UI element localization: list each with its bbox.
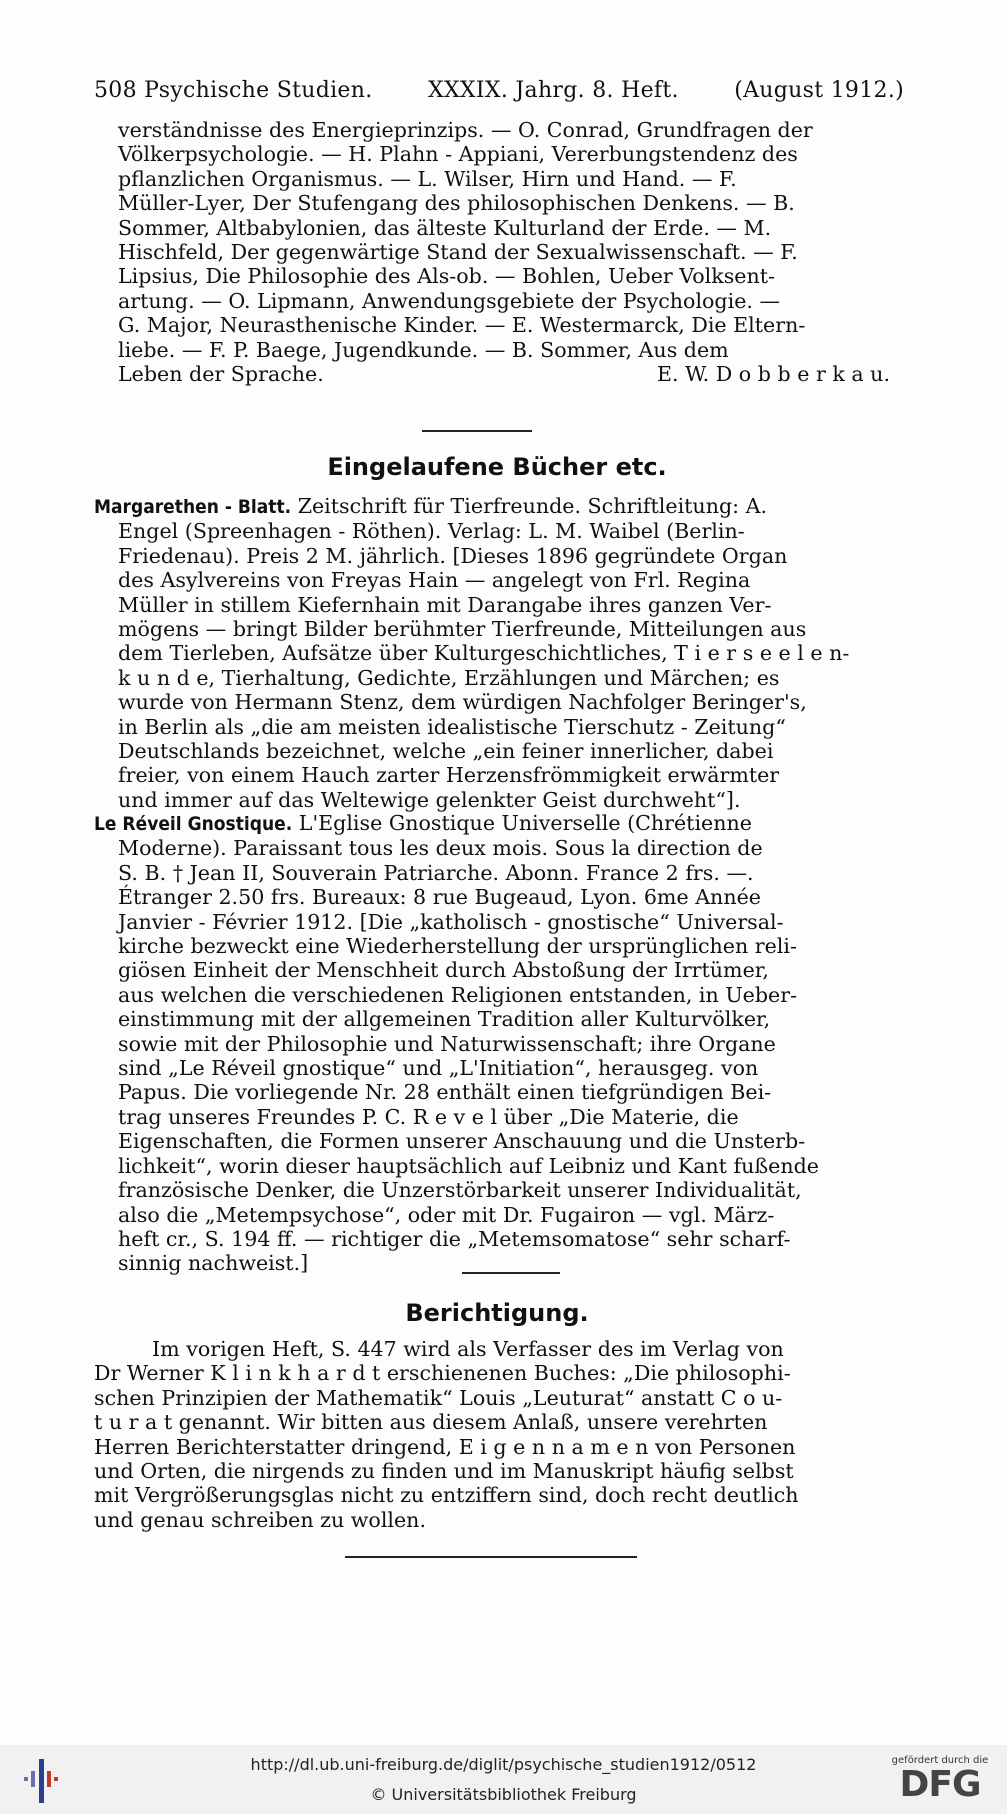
text-line: Sommer, Altbabylonien, das älteste Kulturland der Erde. — M. xyxy=(118,215,772,240)
dfg-logo: DFG xyxy=(899,1764,981,1805)
entry-label: Le Réveil Gnostique. xyxy=(94,813,293,835)
dfg-sponsor xyxy=(885,1755,995,1804)
text-line: Moderne). Paraissant tous les deux mois. Sous la direction de xyxy=(118,836,763,861)
text-line: giösen Einheit der Menschheit durch Abstoßung der Irrtümer, xyxy=(118,958,769,983)
text-line: sowie mit der Philosophie und Naturwissenschaft; ihre Organe xyxy=(118,1031,776,1056)
header-volume: XXXIX. Jahrg. 8. Heft. xyxy=(427,78,679,103)
viewer-footer xyxy=(0,1745,1007,1814)
text-line: Lipsius, Die Philosophie des Als-ob. — Bohlen, Ueber Volksent- xyxy=(118,264,775,289)
text-line: und immer auf das Weltewige gelenkter Geist durchweht“]. xyxy=(118,787,741,812)
text-line: und genau schreiben zu wollen. xyxy=(94,1507,426,1532)
copyright-notice: © Universitätsbibliothek Freiburg xyxy=(370,1785,637,1804)
text-line: schen Prinzipien der Mathematik“ Louis „Leuturat“ anstatt C o u- xyxy=(94,1385,783,1410)
text-line: Herren Berichterstatter dringend, E i g e n n a m e n von Personen xyxy=(94,1434,796,1459)
text-line: Hischfeld, Der gegenwärtige Stand der Sexualwissenschaft. — F. xyxy=(118,240,798,265)
text-line: S. B. † Jean II, Souverain Patriarche. Abonn. France 2 frs. —. xyxy=(118,860,754,885)
text-line: wurde von Hermann Stenz, dem würdigen Nachfolger Beringer's, xyxy=(118,690,807,715)
text-line: Völkerpsychologie. — H. Plahn - Appiani, Vererbungstendenz des xyxy=(118,142,798,167)
text-line: pflanzlichen Organismus. — L. Wilser, Hirn und Hand. — F. xyxy=(118,166,737,191)
text-line: in Berlin als „die am meisten idealistische Tierschutz - Zeitung“ xyxy=(118,714,786,739)
correction-paragraph xyxy=(94,1337,900,1532)
text-line: des Asylvereins von Freyas Hain — angelegt von Frl. Regina xyxy=(118,568,751,593)
text-line: G. Major, Neurasthenische Kinder. — E. Westermarck, Die Eltern- xyxy=(118,313,806,338)
text-line: französische Denker, die Unzerstörbarkeit unserer Individualität, xyxy=(118,1178,802,1203)
text-line: verständnisse des Energieprinzips. — O. Conrad, Grundfragen der xyxy=(118,118,813,142)
text-line: mit Vergrößerungsglas nicht zu entziffern sind, doch recht deutlich xyxy=(94,1483,799,1508)
text-line: freier, von einem Hauch zarter Herzensfrömmigkeit erwärmter xyxy=(118,763,780,788)
text-line xyxy=(94,494,900,519)
text-line: Papus. Die vorliegende Nr. 28 enthält einen tiefgründigen Bei- xyxy=(118,1080,772,1105)
text-line xyxy=(94,811,900,836)
header-date: (August 1912.) xyxy=(734,78,904,103)
text-line: Müller-Lyer, Der Stufengang des philosophischen Denkens. — B. xyxy=(118,191,795,216)
running-header xyxy=(94,78,904,103)
text-line: Dr Werner K l i n k h a r d t erschienenen Buches: „Die philosophi- xyxy=(94,1361,791,1386)
text-line xyxy=(118,362,900,386)
text-line: heft cr., S. 194 ff. — richtiger die „Metemsomatose“ sehr scharf- xyxy=(118,1226,791,1251)
header-page-title: 508 Psychische Studien. xyxy=(94,78,373,103)
text-line: Engel (Spreenhagen - Röthen). Verlag: L. M. Waibel (Berlin- xyxy=(118,519,745,544)
text-line: sind „Le Réveil gnostique“ und „L'Initiation“, herausgeg. von xyxy=(118,1056,759,1081)
review-continuation xyxy=(118,118,900,386)
section-heading-correction: Berichtigung. xyxy=(405,1299,589,1327)
text-line: sinnig nachweist.] xyxy=(118,1251,309,1276)
text-line: kirche bezweckt eine Wiederherstellung der ursprünglichen reli- xyxy=(118,934,797,959)
dfg-caption: gefördert durch die xyxy=(891,1755,989,1766)
text-line: Deutschlands bezeichnet, welche „ein feiner innerlicher, dabei xyxy=(118,739,774,764)
entry-le-reveil-gnostique xyxy=(94,811,900,1276)
end-rule xyxy=(345,1556,637,1558)
source-url-link[interactable]: http://dl.ub.uni-freiburg.de/diglit/psychische_studien1912/0512 xyxy=(250,1755,757,1774)
section-divider xyxy=(462,1272,560,1274)
text-line: einstimmung mit der allgemeinen Tradition aller Kulturvölker, xyxy=(118,1007,771,1032)
text-line: liebe. — F. P. Baege, Jugendkunde. — B. Sommer, Aus dem xyxy=(118,337,729,362)
text-line: Janvier - Février 1912. [Die „katholisch - gnostische“ Universal- xyxy=(118,909,784,934)
review-signature: E. W. D o b b e r k a u. xyxy=(656,362,890,387)
text-line: trag unseres Freundes P. C. R e v e l über „Die Materie, die xyxy=(118,1104,739,1129)
entry-first-line: L'Eglise Gnostique Universelle (Chrétienne xyxy=(298,811,752,835)
text-line: Im vorigen Heft, S. 447 wird als Verfasser des im Verlag von xyxy=(152,1337,784,1361)
entry-first-line: Zeitschrift für Tierfreunde. Schriftleitung: A. xyxy=(297,494,768,518)
text-line: Eigenschaften, die Formen unserer Anschauung und die Unsterb- xyxy=(118,1129,806,1154)
text-line: Étranger 2.50 frs. Bureaux: 8 rue Bugeaud, Lyon. 6me Année xyxy=(118,885,761,910)
entry-label: Margarethen - Blatt. xyxy=(94,496,292,518)
text-line: also die „Metempsychose“, oder mit Dr. Fugairon — vgl. März- xyxy=(118,1202,775,1227)
entry-margarethen-blatt xyxy=(94,494,900,812)
text-line: k u n d e, Tierhaltung, Gedichte, Erzählungen und Märchen; es xyxy=(118,665,780,690)
text-line: lichkeit“, worin dieser hauptsächlich auf Leibniz und Kant fußende xyxy=(118,1153,819,1178)
text-line: Friedenau). Preis 2 M. jährlich. [Dieses 1896 gegründete Organ xyxy=(118,543,788,568)
text-line: aus welchen die verschiedenen Religionen entstanden, in Ueber- xyxy=(118,982,798,1007)
section-heading-books: Eingelaufene Bücher etc. xyxy=(327,453,667,481)
text-line: und Orten, die nirgends zu finden und im Manuskript häufig selbst xyxy=(94,1459,794,1484)
text-line: t u r a t genannt. Wir bitten aus diesem Anlaß, unsere verehrten xyxy=(94,1410,768,1435)
text-line: artung. — O. Lipmann, Anwendungsgebiete der Psychologie. — xyxy=(118,288,781,313)
text-line: dem Tierleben, Aufsätze über Kulturgeschichtliches, T i e r s e e l e n- xyxy=(118,641,850,666)
text-line: Müller in stillem Kiefernhain mit Darangabe ihres ganzen Ver- xyxy=(118,592,772,617)
section-divider xyxy=(422,430,532,432)
last-line-text: Leben der Sprache. xyxy=(118,362,324,387)
text-line: mögens — bringt Bilder berühmter Tierfreunde, Mitteilungen aus xyxy=(118,617,807,642)
